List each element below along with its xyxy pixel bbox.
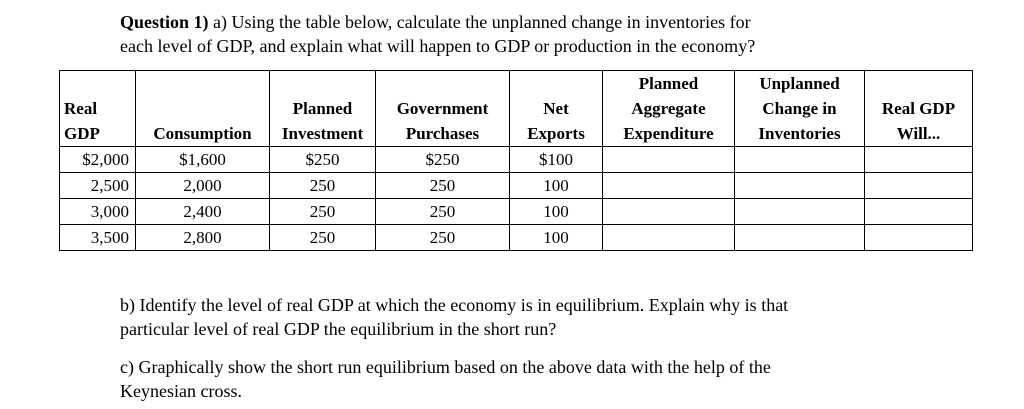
header-real-gdp-will: Real GDP Will... [865,71,973,147]
part-b-line-2: particular level of real GDP the equilibrium in the short run? [120,319,557,339]
cell-real-gdp-will [865,147,973,173]
table-row [60,225,973,251]
cell-government-purchases: 250 [376,199,510,225]
header-real-gdp: Real GDP [60,71,136,147]
cell-consumption: 2,800 [136,225,270,251]
header-planned-investment: Planned Investment [270,71,376,147]
cell-real-gdp: $2,000 [60,147,136,173]
cell-planned-aggregate-expenditure [603,147,735,173]
cell-unplanned-change-inventories [735,199,865,225]
cell-real-gdp: 2,500 [60,173,136,199]
header-net-exports: Net Exports [510,71,603,147]
cell-consumption: 2,000 [136,173,270,199]
table-row [60,147,973,173]
cell-net-exports: 100 [510,199,603,225]
cell-planned-investment: 250 [270,173,376,199]
table-row [60,173,973,199]
cell-net-exports: $100 [510,147,603,173]
question-part-c [120,355,910,403]
gdp-table [59,70,973,251]
question-heading: Question 1) [120,12,209,32]
part-b-line-1: b) Identify the level of real GDP at which the economy is in equilibrium. Explain why is that [120,295,789,315]
cell-real-gdp: 3,500 [60,225,136,251]
cell-consumption: 2,400 [136,199,270,225]
cell-government-purchases: 250 [376,173,510,199]
cell-planned-aggregate-expenditure [603,173,735,199]
question-line-1 [120,10,920,34]
part-c-line-1: c) Graphically show the short run equilibrium based on the above data with the help of the [120,357,771,377]
cell-planned-aggregate-expenditure [603,199,735,225]
cell-unplanned-change-inventories [735,225,865,251]
cell-net-exports: 100 [510,225,603,251]
cell-real-gdp: 3,000 [60,199,136,225]
question-line-2: each level of GDP, and explain what will happen to GDP or production in the economy? [120,36,756,56]
cell-government-purchases: 250 [376,225,510,251]
header-unplanned-change-inventories: Unplanned Change in Inventories [735,71,865,147]
cell-net-exports: 100 [510,173,603,199]
cell-planned-investment: 250 [270,199,376,225]
cell-unplanned-change-inventories [735,147,865,173]
question-1-text [120,10,920,58]
cell-government-purchases: $250 [376,147,510,173]
header-consumption: Consumption [136,71,270,147]
header-planned-aggregate-expenditure: Planned Aggregate Expenditure [603,71,735,147]
part-c-line-2: Keynesian cross. [120,381,242,401]
cell-real-gdp-will [865,225,973,251]
cell-planned-aggregate-expenditure [603,225,735,251]
table-header-row [60,71,973,147]
cell-consumption: $1,600 [136,147,270,173]
table-row [60,199,973,225]
cell-unplanned-change-inventories [735,173,865,199]
cell-planned-investment: $250 [270,147,376,173]
cell-real-gdp-will [865,173,973,199]
cell-real-gdp-will [865,199,973,225]
question-part-b [120,293,910,341]
cell-planned-investment: 250 [270,225,376,251]
header-government-purchases: Government Purchases [376,71,510,147]
question-part-a: a) Using the table below, calculate the unplanned change in inventories for [208,12,751,32]
